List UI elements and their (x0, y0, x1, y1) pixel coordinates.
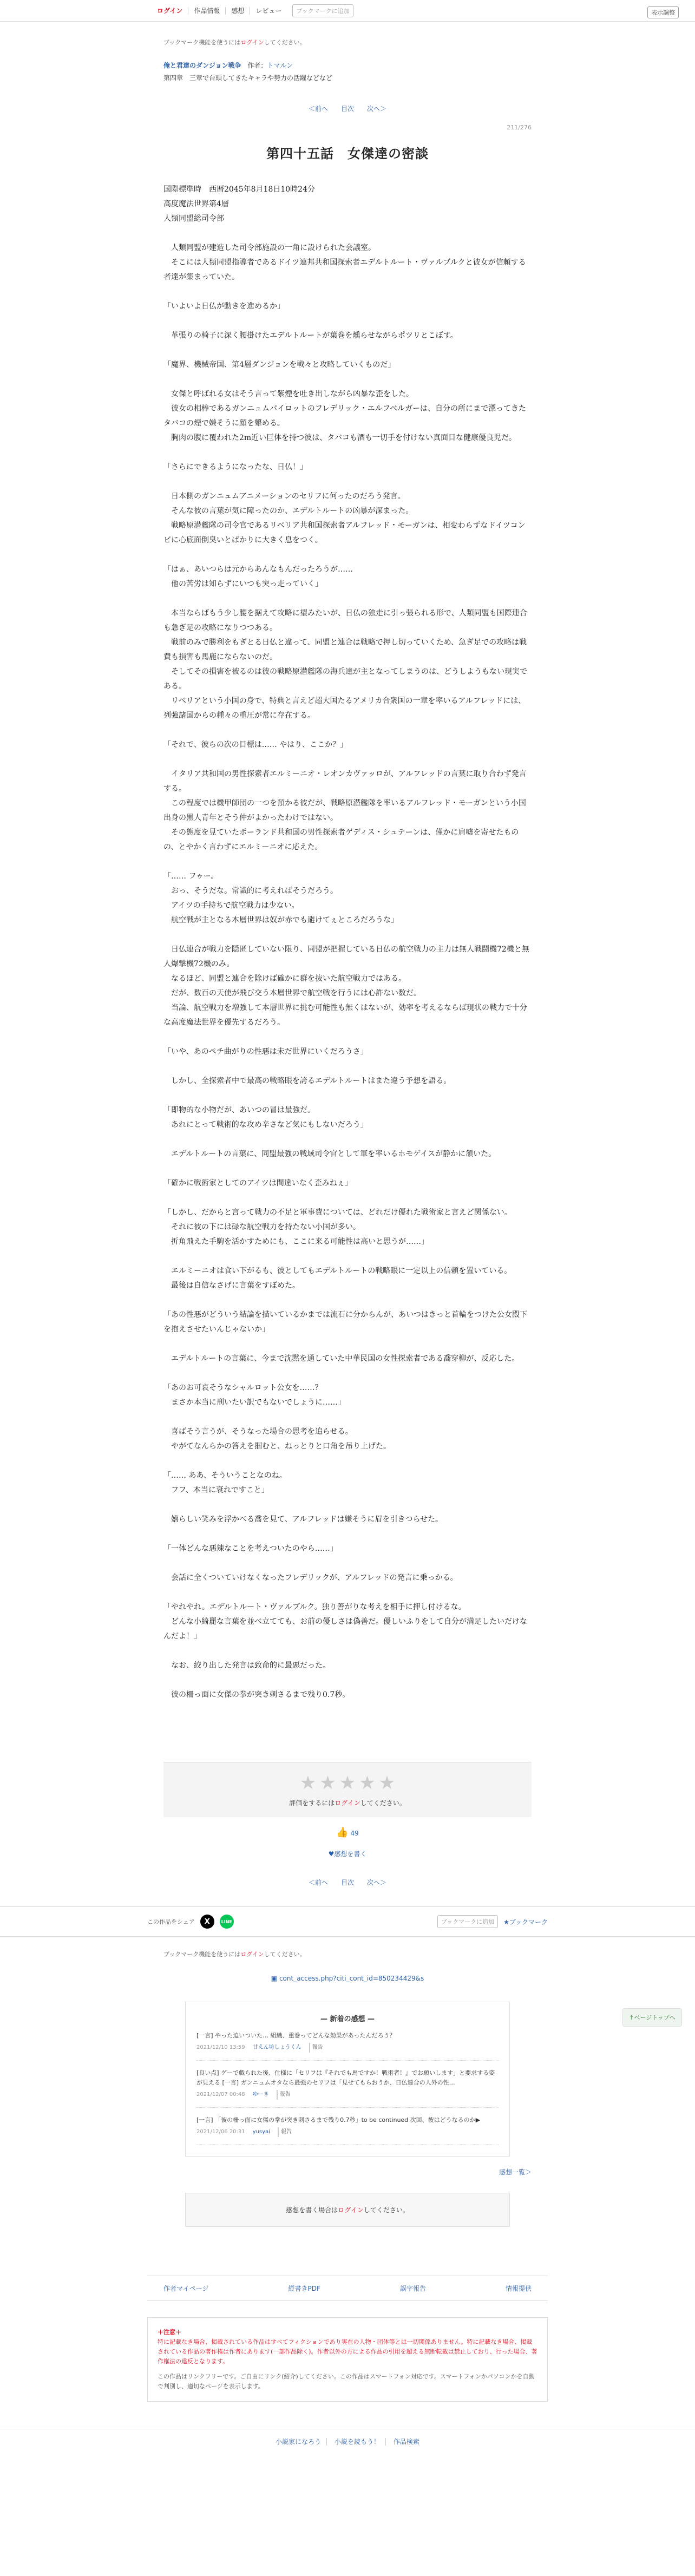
bookmark-login-note-bottom (163, 1950, 532, 1958)
blank-line (163, 1089, 532, 1103)
good-button[interactable] (163, 1827, 532, 1838)
toc-link[interactable]: 目次 (340, 105, 354, 113)
episode-title: 第四十五話 女傑達の密談 (266, 146, 429, 161)
ad-link-text: cont_access.php?citi_cont_id=850234429&s (279, 1975, 424, 1982)
bookmark-login-link-bottom[interactable]: ログイン (240, 1951, 264, 1958)
body-paragraph: だが、数百の天使が飛び交う本層世界で航空戦を行うには心許ない数だ。 (163, 989, 421, 998)
bookmark-note2-suffix: してください。 (264, 1951, 306, 1958)
page-count: 211/276 (507, 124, 532, 131)
review-more-link[interactable]: 感想一覧＞ (499, 2168, 532, 2176)
bookmark-note-prefix: ブックマーク機能を使うには (163, 39, 241, 46)
blank-line (163, 1162, 532, 1176)
bookmark-login-note (163, 38, 532, 47)
review-login-link[interactable]: ログイン (338, 2206, 364, 2214)
info-provide-link[interactable]: 情報提供 (505, 2285, 532, 2292)
login-box-prefix: 感想を書く場合は (286, 2206, 338, 2214)
body-paragraph: 「即物的な小物だが、あいつの冒は最強だ。 (163, 1106, 315, 1115)
rating-login-link[interactable]: ログイン (335, 1799, 360, 1807)
typo-report-link[interactable]: 誤字報告 (399, 2285, 426, 2292)
body-paragraph: 「いや、あのペチ曲がりの性悪は未だ世界にいくだろうさ」 (163, 1047, 368, 1056)
review-meta (196, 2090, 499, 2100)
blank-line (163, 723, 532, 738)
star-icon[interactable]: ★ (359, 1772, 376, 1794)
top-nav-bar (0, 0, 695, 22)
body-paragraph: 国際標準時 西暦2045年8月18日10時24分 (163, 185, 315, 194)
rating-login-note (163, 1798, 532, 1807)
blank-line (163, 1249, 532, 1264)
review-user-link[interactable]: ゆーき (252, 2092, 269, 2097)
caution-link-free-text: この作品はリンクフリーです。ご自由にリンク(紹介)してください。この作品はスマートフォン対応です。スマートフォンかパソコンかを自動で判別し、適切なページを表示します。 (158, 2373, 535, 2390)
thumbs-up-icon: 👍 (336, 1827, 349, 1838)
body-paragraph: 「あのお可哀そうなシャルロット公女を……？ (163, 1384, 323, 1392)
toc-link-bottom[interactable]: 目次 (340, 1879, 354, 1886)
body-paragraph: そこには人類同盟指導者であるドイツ連邦共和国探索者エデルトルート・ヴァルブルクと彼女が信頼する者達が集まっていた。 (163, 258, 526, 281)
good-count: 49 (350, 1830, 359, 1837)
line-share-icon[interactable]: LINE (220, 1915, 234, 1929)
body-paragraph: 胸肉の腹に覆われた2m近い巨体を持つ彼は、タバコも酒も一切手を付けない真面目な健康優良児だ。 (163, 434, 517, 442)
footer (0, 2429, 695, 2446)
star-icon[interactable]: ★ (339, 1772, 356, 1794)
review-box (185, 2002, 510, 2157)
body-paragraph: 「魔界、機械帝国、第4層ダンジョンを戦々と攻略していくものだ」 (163, 360, 396, 369)
rating-stars (163, 1772, 532, 1794)
bookmark-note-suffix: してください。 (264, 39, 306, 46)
review-report-link[interactable]: 報告 (278, 2127, 292, 2137)
review-text[interactable]: [一言] やった迫いついた… 組織、重巻ってどんな効果があったんだろう？ (196, 2032, 396, 2039)
review-user-link[interactable]: yusyai (252, 2129, 270, 2135)
blank-line (163, 752, 532, 767)
body-paragraph: 戦前のみで勝利をもぎとる日仏と違って、同盟と連合は戦略で押し切っていくため、急ぎ足での攻略は戦費も損害も馬鹿にならないのだ。 (163, 638, 527, 661)
body-paragraph: 彼の柵っ面に女傑の拳が突き刺さるまで残り0.7秒。 (163, 1690, 350, 1699)
review-text[interactable]: [良い点] ゲーで戯られた後、仕様に「セリフは『それでも馬ですか！戦術者！』でお願いします」と要求する姿が見える [一言] ガンニュムオタなら最強のセリフは「見せてもらおうか、日仏連合の人外の性… (196, 2069, 495, 2086)
body-paragraph: なるほど、同盟と連合を除けば確かに群を抜いた航空戦力ではある。 (163, 974, 406, 983)
body-paragraph: エデルトルートの言葉に、今まで沈黙を通していた中華民国の女性探索者である喬穿柳が、反応した。 (163, 1354, 520, 1363)
review-date: 2021/12/07 00:48 (196, 2092, 245, 2097)
blank-line (163, 928, 532, 942)
review-report-link[interactable]: 報告 (309, 2043, 323, 2053)
footer-link-narou[interactable]: 小説家になろう (270, 2438, 327, 2446)
review-link[interactable]: レビュー (255, 6, 282, 15)
blank-line (163, 1454, 532, 1469)
ad-image-link[interactable] (163, 1975, 532, 1982)
caution-heading: ＋注意＋ (158, 2329, 181, 2336)
works-info-link[interactable]: 作品情報 (188, 7, 226, 15)
body-paragraph: 「やれやれ。エデルトルート・ヴァルブルク。独り善がりな考えを相手に押し付けるな。 (163, 1603, 466, 1611)
blank-line (163, 445, 532, 460)
blank-line (163, 1366, 532, 1381)
body-paragraph: 嬉らしい笑みを浮かべる喬を見て、アルフレッドは嫌そうに眉を引きつらせた。 (163, 1515, 443, 1524)
body-paragraph: 折角飛えた手駒を活かすためにも、ここに来る可能性は高いと思うが……」 (163, 1237, 429, 1246)
body-paragraph: 「…… ああ、そういうことなのね。 (163, 1471, 287, 1480)
blank-line (163, 1059, 532, 1074)
rating-note-suffix: してください。 (360, 1799, 406, 1807)
broken-image-icon: ▣ (271, 1975, 278, 1982)
body-paragraph: アイツの手持ちで航空戦力は少ない。 (163, 901, 299, 910)
write-review-link[interactable]: ♥感想を書く (328, 1850, 367, 1858)
series-title-link[interactable]: 俺と君達のダンジョン戦争 (163, 62, 241, 69)
blank-line (163, 475, 532, 489)
star-icon[interactable]: ★ (378, 1772, 396, 1794)
next-link[interactable]: 次へ＞ (367, 105, 387, 113)
footer-link-yomou[interactable]: 小説を読もう！ (329, 2438, 386, 2446)
blank-line (163, 1293, 532, 1308)
body-paragraph: しかし、全探索者中で最高の戦略眼を誇るエデルトルートはまた違う予想を語る。 (163, 1077, 451, 1085)
body-paragraph: 「しかし、だからと言って戦力の不足と軍事費については、どれだけ優れた戦術家と言えど関係ない。 (163, 1208, 512, 1217)
display-settings-button[interactable]: 表示調整 (647, 6, 679, 18)
body-paragraph: 「あの性悪がどういう結論を描いているかまでは流石に分からんが、あいつはきっと首輪をつけた公女殿下を抱えさせたいんじゃないか」 (163, 1310, 527, 1334)
rating-note-prefix: 評価をするには (289, 1799, 335, 1807)
body-paragraph: 彼女の相棒であるガンニュムパイロットのフレデリック・エルフベルガーは、自分の所にまで漂ってきたタバコの煙で嫌そうに顔を顰める。 (163, 404, 527, 428)
review-text[interactable]: [一言] 「彼の柵っ面に女傑の拳が突き刺さるまで残り0.7秒」to be continued 次回、彼はどうなるのか▶ (196, 2116, 481, 2123)
bookmark-login-link[interactable]: ログイン (240, 39, 264, 46)
body-paragraph: 「確かに戦術家としてのアイツは間違いなく歪みねぇ」 (163, 1179, 352, 1188)
body-paragraph: 革張りの椅子に深く腰掛けたエデルトルートが葉巻を燻らせながらポツリとこぼす。 (163, 331, 458, 340)
pager-bottom (163, 1878, 532, 1887)
body-paragraph: どんな小綺麗な言葉を並べ立てても、お前の優しさは偽善だ。優しいふりをして自分が満足したいだけなんだよ！」 (163, 1617, 527, 1641)
blank-line (163, 314, 532, 329)
bookmark-add-button-bottom[interactable]: ブックマークに追加 (437, 1915, 498, 1928)
top-nav (152, 4, 353, 17)
blank-line (163, 1673, 532, 1688)
body-paragraph: エデルトルートの言葉に、同盟最強の戦域司令官として軍を率いるホモゲイスが静かに頷いた。 (163, 1150, 496, 1158)
star-icon[interactable]: ★ (319, 1772, 336, 1794)
review-date: 2021/12/06 20:31 (196, 2129, 245, 2135)
review-item (196, 2061, 499, 2108)
author-link[interactable]: トマルン (267, 62, 293, 69)
body-paragraph: フフ、本当に衰れですこと」 (163, 1486, 269, 1495)
blank-line (163, 1030, 532, 1045)
bookmark-link[interactable]: ★ブックマーク (503, 1918, 548, 1926)
review-report-link[interactable]: 報告 (277, 2090, 291, 2100)
blank-line (163, 855, 532, 869)
blank-line (163, 1556, 532, 1571)
blank-line (163, 1191, 532, 1205)
chapter-title: 第四章 三章で台頭してきたキャラや勢力の活躍などなど (163, 74, 333, 82)
caution-box (147, 2317, 548, 2402)
body-paragraph: おっ、そうだな。常識的に考えればそうだろう。 (163, 887, 338, 895)
body-paragraph: 人類同盟が建造した司令部施設の一角に設けられた会議室。 (163, 244, 376, 252)
review-item (196, 2023, 499, 2061)
review-date: 2021/12/10 13:59 (196, 2044, 245, 2050)
blank-line (163, 1498, 532, 1512)
next-link-bottom[interactable]: 次へ＞ (367, 1879, 387, 1886)
blank-line (163, 1527, 532, 1542)
blank-line (163, 1410, 532, 1425)
review-item (196, 2108, 499, 2145)
review-meta (196, 2043, 499, 2053)
main-content (163, 38, 532, 1887)
body-paragraph: なお、絞り出した発言は致命的に最悪だった。 (163, 1661, 330, 1670)
prev-link-bottom[interactable]: ＜前へ (308, 1879, 328, 1886)
bookmark-add-button[interactable]: ブックマークに追加 (292, 4, 353, 17)
share-right (437, 1915, 548, 1928)
body-paragraph: 航空戦が主となる本層世界は奴が赤でも避けてぇところだろうな」 (163, 916, 398, 925)
body-paragraph: 「…… フゥー。 (163, 872, 219, 881)
blank-line (163, 372, 532, 387)
blank-line (163, 1337, 532, 1352)
body-paragraph: 「はぁ、あいつらは元からあんなもんだったろうが…… (163, 565, 353, 574)
author-mypage-link[interactable]: 作者マイページ (163, 2285, 209, 2292)
lower-content (163, 1950, 532, 1982)
body-paragraph: 高度魔法世界第4層 (163, 200, 229, 208)
x-share-icon[interactable]: X (200, 1915, 214, 1929)
author-label: 作者： (247, 62, 267, 69)
blank-line (163, 226, 532, 241)
body-paragraph: 人類同盟総司令部 (163, 214, 224, 223)
review-meta (196, 2127, 499, 2137)
body-paragraph: 戦略原潜艦隊の司令官であるリベリア共和国探索者アルフレッド・モーガンは、相変わらずなドイツコンビに心底面倒臭いとばかりに大きく息をつく。 (163, 521, 526, 545)
body-paragraph: あれにとって戦術的な攻め辛さなど気にもしないだろう」 (163, 1120, 368, 1129)
body-paragraph: そしてその損害を被るのは彼の戦略原潜艦隊の海兵達が主となってしまうのは、どうしようもない現実である。 (163, 667, 527, 691)
body-paragraph: 喜ばそう言うが、そうなった場合の思考を追らせる。 (163, 1427, 353, 1436)
blank-line (163, 1585, 532, 1600)
prev-link[interactable]: ＜前へ (308, 105, 328, 113)
body-paragraph: 会話に全くついていけなくなったフレデリックが、アルフレッドの発言に乗っかる。 (163, 1574, 458, 1582)
bottom-links (147, 2276, 548, 2301)
body-paragraph: 「いよいよ日仏が動きを進めるか」 (163, 302, 285, 311)
login-box-suffix: してください。 (363, 2206, 409, 2214)
pager-top (163, 104, 532, 113)
vertical-pdf-link[interactable]: 縦書きPDF (288, 2285, 320, 2292)
body-paragraph: リベリアという小国の身で、特典と言えど超大国たるアメリカ合衆国の一章を率いるアルフレッドには、列強諸国からの種々の重圧が常に存在する。 (163, 697, 526, 720)
body-paragraph: 日仏連合が戦力を隠匿していない限り、同盟が把握している日仏の航空戦力の主力は無人戦闘機72機と無人爆撃機72機のみ。 (163, 945, 529, 968)
share-left (147, 1915, 234, 1929)
review-heading: — 新着の感想 — (320, 2015, 375, 2023)
page-top-button[interactable]: ↑ページトップへ (622, 2008, 682, 2027)
star-icon[interactable]: ★ (299, 1772, 317, 1794)
body-paragraph: 女傑と呼ばれる女はそう言って紫煙を吐き出しながら凶暴な歪をした。 (163, 390, 414, 398)
body-paragraph: イタリア共和国の男性探索者エルミーニオ・レオンカヴァッロが、アルフレッドの言葉に取り合わず発言する。 (163, 770, 527, 793)
body-paragraph: 本当ならばもう少し腰を据えて攻略に望みたいが、日仏の独走に引っ張られる形で、人類同盟も国際連合も急ぎ足の攻略になりつつある。 (163, 609, 527, 632)
body-paragraph: 「一体どんな悪辣なことを考えついたのやら……」 (163, 1544, 338, 1553)
blank-line (163, 1644, 532, 1659)
body-paragraph: エルミーニオは食い下がるも、彼としてもエデルトルートの戦略眼に一定以上の信頼を置いている。 (163, 1267, 512, 1275)
bookmark-note2-prefix: ブックマーク機能を使うには (163, 1951, 241, 1958)
body-paragraph: そんな彼の言葉が気に障ったのか、エデルトルートの凶暴が深まった。 (163, 507, 414, 515)
footer-link-search[interactable]: 作品検索 (393, 2438, 419, 2446)
caution-copyright-text: 特に記載なき場合、掲載されている作品はすべてフィクションであり実在の人物・団体等とは一切関係ありません。特に記載なき場合、掲載されている作品の著作権は作者にあります(一部作品除く)。作者以外の方による作品の引用を超える無断転載は禁止しており、行った場合、著作権法の違反となります。 (158, 2338, 537, 2365)
series-info (163, 61, 532, 82)
login-link[interactable]: ログイン (152, 7, 188, 15)
blank-line (163, 285, 532, 299)
body-paragraph: 日本側のガンニュムアニメーションのセリフに何ったのだろう発言。 (163, 492, 405, 501)
blank-line (163, 548, 532, 562)
body-paragraph: 「さらにできるようになったな、日仏！」 (163, 463, 307, 471)
share-bar (0, 1906, 695, 1937)
body-paragraph: それに彼の下には碌な航空戦力を持たない小国が多い。 (163, 1223, 360, 1231)
body-paragraph: この程度では機甲師団の一つを預かる彼だが、戦略原潜艦隊を率いるアルフレッド・モーガンという小国出身の黒人青年とそう仲がよかったわけではない。 (163, 799, 526, 822)
blank-line (163, 1132, 532, 1147)
blank-line (163, 592, 532, 606)
rating-box (163, 1762, 532, 1817)
author-info (247, 62, 293, 69)
body-paragraph: 最後は自信なさげに言葉をすぼめた。 (163, 1281, 300, 1290)
review-list (196, 2023, 499, 2145)
body-paragraph: やがてなんらかの答えを掴むと、ねっとりと口角を吊り上げた。 (163, 1442, 391, 1451)
review-user-link[interactable]: 甘えん坊しょうくん (252, 2044, 301, 2050)
body-paragraph: 当論、航空戦力を増強して本層世界に挑む可能性も無くはないが、効率を考えるならば現状の戦力で十分な高度魔法世界を優先するだろう。 (163, 1004, 527, 1027)
body-paragraph: 「それで、彼らの次の目標は…… やはり、ここか？」 (163, 740, 348, 749)
review-login-box (185, 2193, 510, 2227)
share-label: この作品をシェア (147, 1918, 195, 1925)
body-paragraph: 他の苦労は知らずにいつも突っ走っていく」 (163, 580, 323, 588)
body-paragraph: まさか本当に刑いたい訳でもないでしょうに……」 (163, 1398, 345, 1407)
blank-line (163, 343, 532, 358)
body-paragraph: その態度を見ていたポーランド共和国の男性探索者ゲディス・シュテーンは、僅かに肩嘘を寄せたものの、とやかく言わずにエルミーニオに応えた。 (163, 828, 519, 851)
reviews-link[interactable]: 感想 (226, 7, 250, 15)
novel-body (163, 182, 532, 1702)
